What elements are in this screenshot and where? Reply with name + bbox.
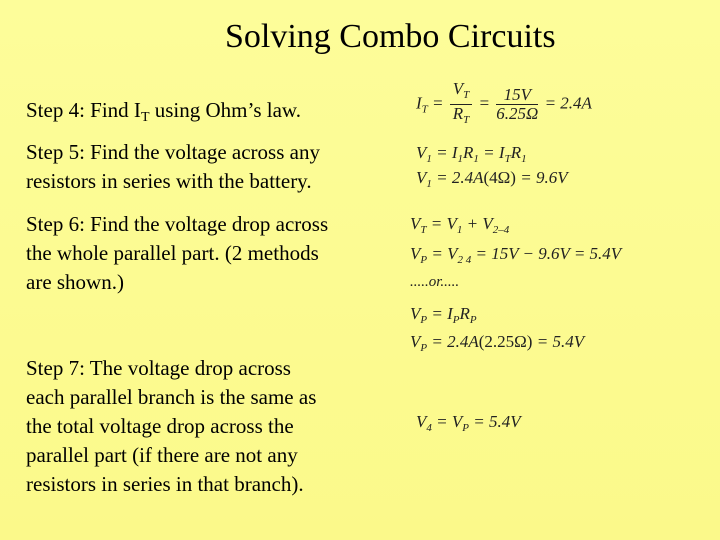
step-4-text: Step 4: Find $I_T$ using Ohm’s law. (26, 98, 301, 125)
equation-total-current: $I_T$ = $\frac{V_T}{R_T}$ = $\frac{15V}{6.25\Omega}$ = 2.4A (416, 79, 592, 126)
equation-kirchhoff: $V_T = V_1 + V_{2-4}$ (410, 214, 510, 236)
slide-title: Solving Combo Circuits (225, 18, 556, 55)
equation-parallel-voltage-method1: $V_P = V_{2 4} = 15V - 9.6V = 5.4V$ (410, 244, 622, 266)
equation-series-voltage: $V_1 = I_1R_1 = I_TR_1$ (416, 143, 527, 165)
equation-series-voltage-value: $V_1 = 2.4A(4\Omega) = 9.6V$ (416, 168, 568, 190)
equation-parallel-voltage-method2: $V_P = 2.4A(2.25\Omega) = 5.4V$ (410, 332, 585, 354)
equation-parallel-ohms-law: $V_P = I_PR_P$ (410, 304, 477, 326)
equation-branch-voltage: $V_4 = V_P = 5.4V$ (416, 412, 521, 434)
step-6-text: Step 6: Find the voltage drop across the whole parallel part. (2 methods are shown.) (26, 212, 329, 294)
step-5-text: Step 5: Find the voltage across any resistors in series with the battery. (26, 140, 320, 193)
or-separator: .....or..... (410, 274, 460, 290)
step-7-text: Step 7: The voltage drop across each parallel branch is the same as the total voltage drop across the parallel part (if there are not any resistors in series in that branch). (26, 356, 317, 496)
